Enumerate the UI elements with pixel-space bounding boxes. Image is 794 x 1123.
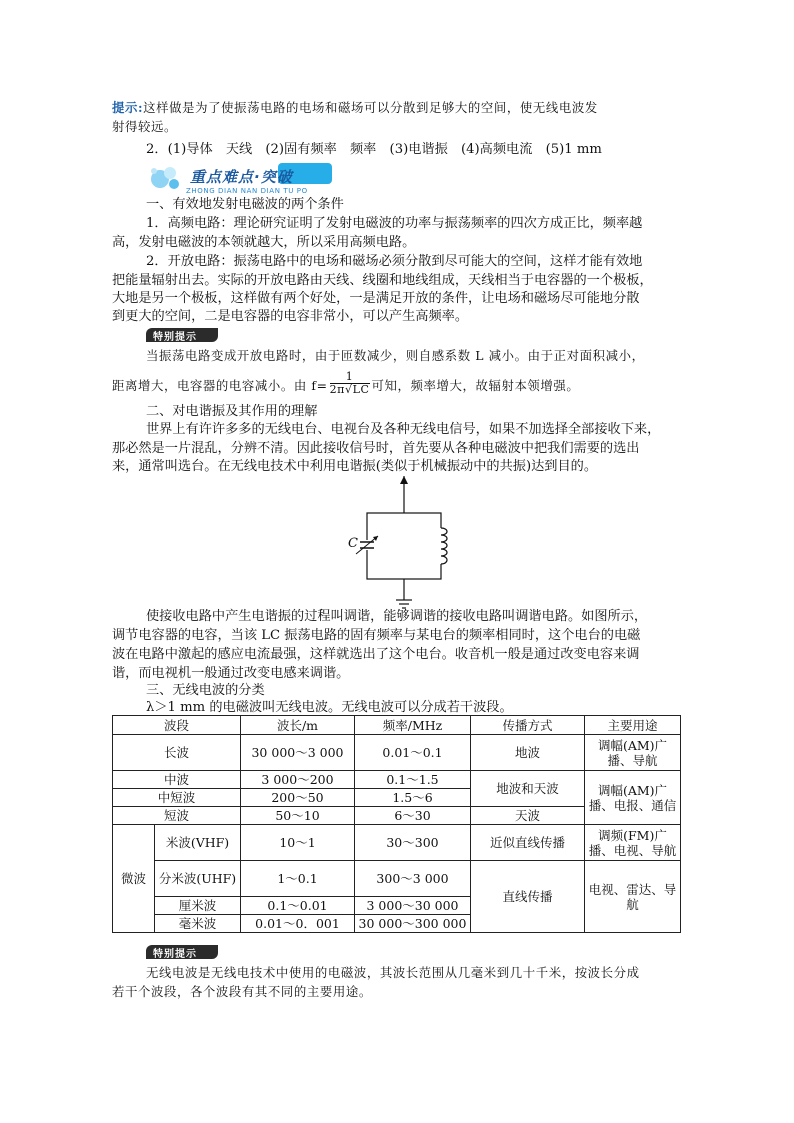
note1-line2-pre: 距离增大，电容器的电容减小。由 f=	[112, 378, 328, 393]
section1-p2-line2: 把能量辐射出去。实际的开放电路由天线、线圈和地线组成，天线相当于电容器的一个极板，	[112, 273, 653, 288]
capacitor-label: C	[348, 536, 358, 551]
circuit-loop	[367, 513, 441, 579]
table-cell: 10～1	[241, 825, 355, 861]
table-row	[113, 735, 681, 771]
section2-after-line1: 使接收电路中产生电谐振的过程叫调谐，能够调谐的接收电路叫调谐电路。如图所示，	[146, 609, 648, 624]
answer-line: 2．(1)导体 天线 (2)固有频率 频率 (3)电谐振 (4)高频电流 (5)1 mm	[146, 142, 602, 157]
frequency-formula	[330, 371, 370, 396]
table-cell: 地波和天波	[471, 771, 585, 807]
table-cell: 长波	[113, 735, 241, 771]
table-cell: 1.5～6	[355, 789, 471, 807]
special-note-tag-2	[146, 944, 232, 960]
section2-p-line3: 来，通常叫选台。在无线电技术中利用电谐振(类似于机械振动中的共振)达到目的。	[112, 459, 598, 474]
tip-line-1	[112, 99, 682, 117]
section2-heading: 二、对电谐振及其作用的理解	[146, 404, 318, 419]
table-header: 主要用途	[585, 716, 681, 735]
table-cell: 调幅(AM)广播、导航	[585, 735, 681, 771]
section2-after-line3: 波在电路中激起的感应电流最强，这样就选出了这个电台。收音机一般是通过改变电容来调	[112, 647, 640, 662]
note2-line2: 若干个波段，各个波段有其不同的主要用途。	[112, 984, 372, 999]
note1-line2	[112, 370, 682, 399]
section-banner	[146, 162, 366, 196]
section1-p2-line3: 大地是另一个极板，这样做有两个好处，一是满足开放的条件，让电场和磁场尽可能地分散	[112, 291, 640, 306]
tuning-circuit-diagram	[340, 476, 480, 612]
table-row	[113, 861, 681, 897]
radio-wave-table	[112, 715, 681, 933]
antenna-arrow-icon	[400, 476, 408, 484]
table-cell: 30～300	[355, 825, 471, 861]
table-cell: 30 000～3 000	[241, 735, 355, 771]
section1-heading: 一、有效地发射电磁波的两个条件	[146, 197, 344, 212]
table-cell: 0.1～1.5	[355, 771, 471, 789]
table-cell: 30 000～300 000	[355, 915, 471, 933]
section3-intro: λ＞1 mm 的电磁波叫无线电波。无线电波可以分成若干波段。	[146, 700, 513, 715]
table-cell: 米波(VHF)	[155, 825, 241, 861]
table-cell: 短波	[113, 807, 241, 825]
table-cell: 分米波(UHF)	[155, 861, 241, 897]
tag-label: 特别提示	[153, 949, 197, 960]
table-header-row	[113, 716, 681, 735]
special-note-tag-1	[146, 327, 232, 343]
table-cell: 调幅(AM)广播、电报、通信	[585, 771, 681, 825]
table-cell: 电视、雷达、导航	[585, 861, 681, 933]
banner-subtitle: ZHONG DIAN NAN DIAN TU PO	[186, 187, 308, 195]
section2-p-line2: 那必然是一片混乱，分辨不清。因此接收信号时，首先要从各种电磁波中把我们需要的选出	[112, 441, 640, 456]
section1-p2-line4: 到更大的空间，二是电容器的电容非常小，可以产生高频率。	[112, 309, 469, 324]
table-header: 频率/MHz	[355, 716, 471, 735]
table-cell: 3 000～200	[241, 771, 355, 789]
section1-p2-line1: 2．开放电路：振荡电路中的电场和磁场必须分散到尽可能大的空间，这样才能有效地	[146, 254, 643, 269]
table-header: 波段	[113, 716, 241, 735]
table-cell: 300～3 000	[355, 861, 471, 897]
table-cell: 微波	[113, 825, 155, 933]
banner-title: 重点难点·突破	[190, 168, 293, 186]
table-cell: 6～30	[355, 807, 471, 825]
table-cell: 天波	[471, 807, 585, 825]
table-cell: 3 000～30 000	[355, 897, 471, 915]
table-header: 波长/m	[241, 716, 355, 735]
note1-line1: 当振荡电路变成开放电路时，由于匝数减少，则自感系数 L 减小。由于正对面积减小，	[146, 348, 645, 363]
table-cell: 直线传播	[471, 861, 585, 933]
table-cell: 中短波	[113, 789, 241, 807]
table-cell: 调频(FM)广播、电视、导航	[585, 825, 681, 861]
note2-line1: 无线电波是无线电技术中使用的电磁波，其波长范围从几毫米到几十千米，按波长分成	[146, 965, 640, 980]
table-cell: 1～0.1	[241, 861, 355, 897]
table-cell: 中波	[113, 771, 241, 789]
tip-text-1: 这样做是为了使振荡电路的电场和磁场可以分散到足够大的空间，使无线电波发	[143, 100, 598, 115]
table-cell: 厘米波	[155, 897, 241, 915]
section2-after-line2: 调节电容器的电容，当该 LC 振荡电路的固有频率与某电台的频率相同时，这个电台的电磁	[112, 628, 641, 643]
table-row	[113, 771, 681, 789]
section1-p1-line1: 1．高频电路：理论研究证明了发射电磁波的功率与振荡频率的四次方成正比，频率越	[146, 216, 643, 231]
table-cell: 0.01～0．001	[241, 915, 355, 933]
table-row	[113, 825, 681, 861]
table-cell: 近似直线传播	[471, 825, 585, 861]
tag-label: 特别提示	[153, 332, 197, 343]
section2-p-line1: 世界上有许许多多的无线电台、电视台及各种无线电信号，如果不加选择全部接收下来，	[146, 422, 661, 437]
table-cell: 200～50	[241, 789, 355, 807]
table-cell: 毫米波	[155, 915, 241, 933]
section1-p1-line2: 高，发射电磁波的本领就越大，所以采用高频电路。	[112, 235, 416, 250]
table-cell: 0.01～0.1	[355, 735, 471, 771]
table-cell: 50～10	[241, 807, 355, 825]
tip-line-2: 射得较远。	[112, 119, 177, 134]
table-header: 传播方式	[471, 716, 585, 735]
formula-denominator: 2π√LC	[329, 383, 370, 396]
banner-decoration-icon	[146, 162, 190, 196]
table-cell: 地波	[471, 735, 585, 771]
formula-numerator: 1	[330, 371, 370, 384]
table-cell: 0.1～0.01	[241, 897, 355, 915]
section2-after-line4: 谐，而电视机一般通过改变电感来调谐。	[112, 666, 350, 681]
note1-line2-post: 可知，频率增大，故辐射本领增强。	[371, 378, 580, 393]
tip-label: 提示:	[112, 100, 144, 115]
section3-heading: 三、无线电波的分类	[146, 683, 265, 698]
